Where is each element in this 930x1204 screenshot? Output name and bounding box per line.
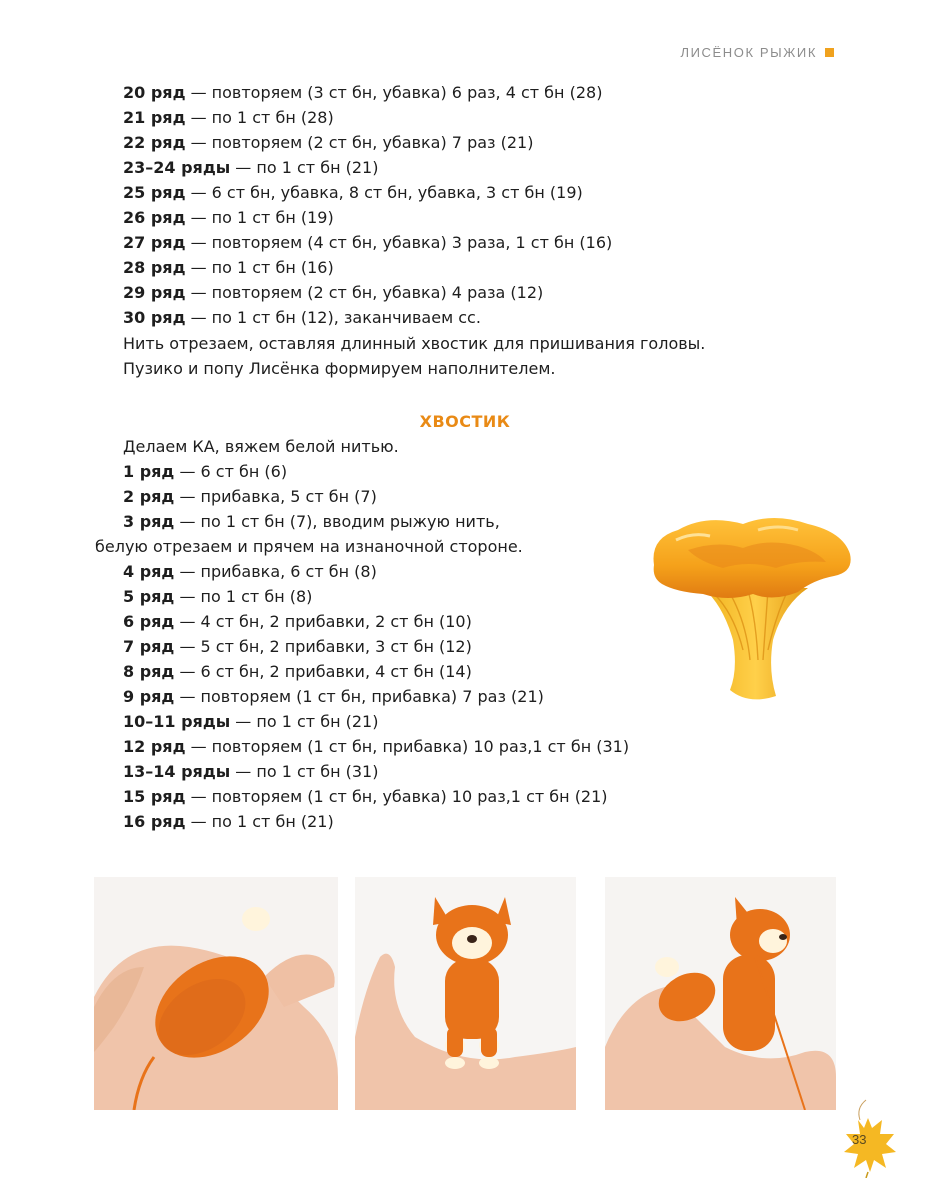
row-line: 25 ряд — 6 ст бн, убавка, 8 ст бн, убавка, 3 ст бн (19) [123, 183, 583, 202]
row-line: 15 ряд — повторяем (1 ст бн, убавка) 10 раз,1 ст бн (21) [123, 787, 608, 806]
row-line: 20 ряд — повторяем (3 ст бн, убавка) 6 раз, 4 ст бн (28) [123, 83, 603, 102]
note-line: Нить отрезаем, оставляя длинный хвостик для пришивания головы. [123, 334, 706, 353]
row-line: 10–11 ряды — по 1 ст бн (21) [123, 712, 379, 731]
note-line: Пузико и попу Лисёнка формируем наполнителем. [123, 359, 556, 378]
running-header-title: ЛИСЁНОК РЫЖИК [680, 45, 817, 60]
row-line: 9 ряд — повторяем (1 ст бн, прибавка) 7 раз (21) [123, 687, 544, 706]
row-line: 30 ряд — по 1 ст бн (12), заканчиваем сс. [123, 308, 481, 327]
row-line: 21 ряд — по 1 ст бн (28) [123, 108, 334, 127]
row-line: 13–14 ряды — по 1 ст бн (31) [123, 762, 379, 781]
running-header [680, 45, 834, 60]
row-line: 1 ряд — 6 ст бн (6) [123, 462, 288, 481]
continuation-line: белую отрезаем и прячем на изнаночной стороне. [95, 537, 523, 556]
row-line: 5 ряд — по 1 ст бн (8) [123, 587, 313, 606]
row-line: 3 ряд — по 1 ст бн (7), вводим рыжую нить, [123, 512, 500, 531]
row-line: 2 ряд — прибавка, 5 ст бн (7) [123, 487, 377, 506]
row-line: 7 ряд — 5 ст бн, 2 прибавки, 3 ст бн (12) [123, 637, 472, 656]
row-line: 6 ряд — 4 ст бн, 2 прибавки, 2 ст бн (10) [123, 612, 472, 631]
page-number-badge [836, 1098, 900, 1178]
maple-leaf-icon [836, 1098, 900, 1178]
row-line: 4 ряд — прибавка, 6 ст бн (8) [123, 562, 377, 581]
tail-intro: Делаем КА, вяжем белой нитью. [123, 437, 399, 456]
header-square-icon [825, 48, 834, 57]
photo-fox-tail [605, 877, 836, 1110]
mushroom-illustration [648, 510, 854, 706]
section-title-tail: ХВОСТИК [419, 412, 511, 431]
row-line: 28 ряд — по 1 ст бн (16) [123, 258, 334, 277]
row-line: 16 ряд — по 1 ст бн (21) [123, 812, 334, 831]
photo-body-in-hand [94, 877, 338, 1110]
row-line: 22 ряд — повторяем (2 ст бн, убавка) 7 раз (21) [123, 133, 534, 152]
page-number: 33 [852, 1132, 867, 1147]
row-line: 12 ряд — повторяем (1 ст бн, прибавка) 10 раз,1 ст бн (31) [123, 737, 630, 756]
row-line: 26 ряд — по 1 ст бн (19) [123, 208, 334, 227]
row-line: 8 ряд — 6 ст бн, 2 прибавки, 4 ст бн (14) [123, 662, 472, 681]
row-line: 27 ряд — повторяем (4 ст бн, убавка) 3 раза, 1 ст бн (16) [123, 233, 613, 252]
row-line: 23–24 ряды — по 1 ст бн (21) [123, 158, 379, 177]
photo-fox-standing [355, 877, 576, 1110]
row-line: 29 ряд — повторяем (2 ст бн, убавка) 4 раза (12) [123, 283, 544, 302]
